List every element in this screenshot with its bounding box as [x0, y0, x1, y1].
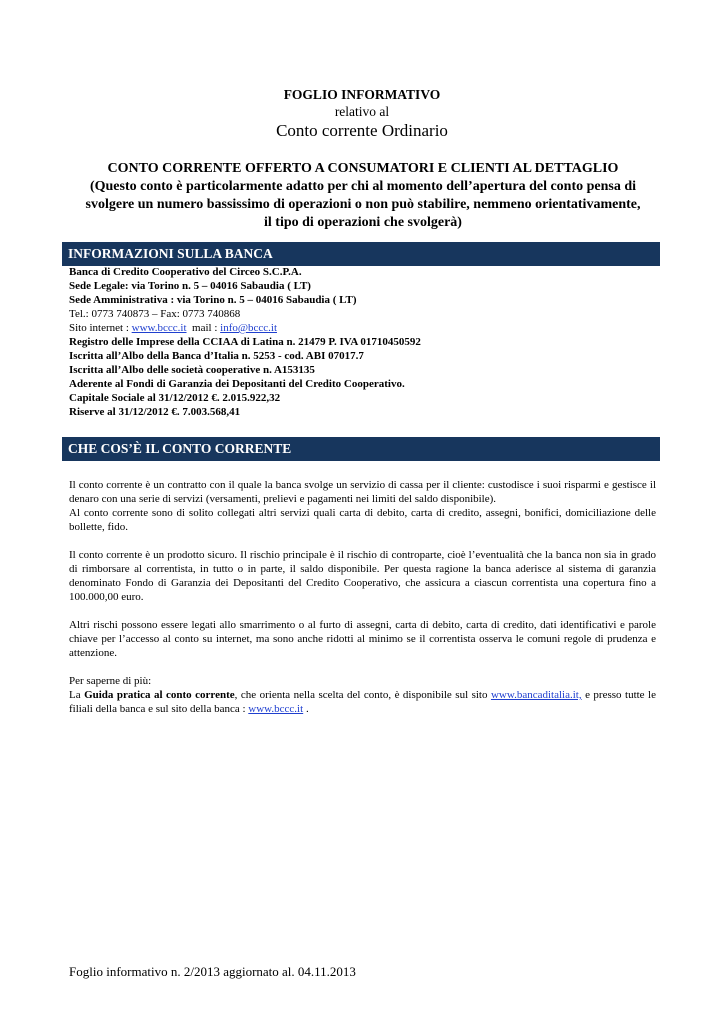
heading-line-1: CONTO CORRENTE OFFERTO A CONSUMATORI E CLIENTI AL DETTAGLIO [107, 161, 619, 176]
p4-mid: , che orienta nella scelta del conto, è disponibile sul sito [234, 689, 491, 701]
guida-pratica: Guida pratica al conto corrente [84, 689, 235, 701]
heading-line-4: il tipo di operazioni che svolgerà) [264, 215, 462, 230]
p4-after: e presso tutte le filiali della banca e sul sito della banca : [69, 689, 656, 715]
p4-la: La [69, 689, 85, 701]
title-line-3: Conto corrente Ordinario [276, 121, 448, 140]
site-label: Sito internet : [69, 322, 132, 334]
p1-a: Il conto corrente è un contratto con il quale la banca svolge un servizio di cassa per il cliente: custodisce i suoi risparmi e gestisce il denaro con una serie di servizi (versamenti, prelievi e pagamenti nei limiti del saldo disponibile). [69, 479, 656, 505]
conto-body [69, 478, 656, 730]
mail-label: mail : [186, 322, 221, 334]
heading-line-3: svolgere un numero bassissimo di operazioni o non può stabilire, nemmeno orientativamente, [85, 197, 641, 212]
bccc-link[interactable]: www.bccc.it [248, 703, 304, 715]
section-header-conto: CHE COS’È IL CONTO CORRENTE [62, 437, 660, 461]
bancaditalia-link[interactable]: www.bancaditalia.it, [490, 689, 582, 701]
title-line-2: relativo al [334, 104, 390, 119]
paragraph-1 [69, 478, 656, 534]
fondi-garanzia: Aderente al Fondi di Garanzia dei Depositanti del Credito Cooperativo. [69, 378, 405, 390]
riserve: Riserve al 31/12/2012 €. 7.003.568,41 [69, 406, 241, 418]
capitale-sociale: Capitale Sociale al 31/12/2012 €. 2.015.922,32 [69, 392, 281, 404]
albo-banca: Iscritta all’Albo della Banca d’Italia n. 5253 - cod. ABI 07017.7 [69, 350, 364, 362]
paragraph-4 [69, 674, 656, 716]
tel-fax: Tel.: 0773 740873 – Fax: 0773 740868 [69, 308, 241, 320]
document-title [0, 86, 724, 142]
title-line-1: FOGLIO INFORMATIVO [283, 87, 441, 102]
paragraph-3: Altri rischi possono essere legati allo smarrimento o al furto di assegni, carta di debito, carta di credito, dati identificativi e parole chiave per l’accesso al conto su internet, ma sono anche ridotti al minimo se il correntista osserva le comuni regole di prudenza e attenzione. [69, 619, 656, 659]
p1-b: Al conto corrente sono di solito collegati altri servizi quali carta di debito, carta di credito, assegni, bonifici, domiciliazione delle bollette, fido. [69, 507, 656, 533]
sede-amministrativa: Sede Amministrativa : via Torino n. 5 – 04016 Sabaudia ( LT) [69, 294, 357, 306]
section-header-bank: INFORMAZIONI SULLA BANCA [62, 242, 660, 266]
bank-info [69, 265, 669, 419]
site-link[interactable]: www.bccc.it [131, 322, 187, 334]
site-mail-line [69, 321, 669, 335]
paragraph-2: Il conto corrente è un prodotto sicuro. Il rischio principale è il rischio di controparte, cioè l’eventualità che la banca non sia in grado di rimborsare al correntista, in tutto o in parte, il saldo disponibile. Per questa ragione la banca aderisce al sistema di garanzia denominato Fondo di Garanzia dei Depositanti del Credito Cooperativo, che assicura a ciascun correntista una copertura fino a 100.000,00 euro. [69, 549, 656, 603]
albo-coop: Iscritta all’Albo delle società cooperative n. A153135 [69, 364, 315, 376]
p4-end: . [303, 703, 309, 715]
bank-name: Banca di Credito Cooperativo del Circeo S.C.P.A. [69, 266, 302, 278]
mail-link[interactable]: info@bccc.it [220, 322, 277, 334]
p4-intro: Per saperne di più: [69, 675, 152, 687]
registro-imprese: Registro delle Imprese della CCIAA di Latina n. 21479 P. IVA 01710450592 [69, 336, 421, 348]
product-heading [70, 160, 656, 232]
sede-legale: Sede Legale: via Torino n. 5 – 04016 Sabaudia ( LT) [69, 280, 311, 292]
footer: Foglio informativo n. 2/2013 aggiornato al. 04.11.2013 [69, 964, 356, 979]
heading-line-2: (Questo conto è particolarmente adatto per chi al momento dell’apertura del conto pensa di [89, 179, 637, 194]
